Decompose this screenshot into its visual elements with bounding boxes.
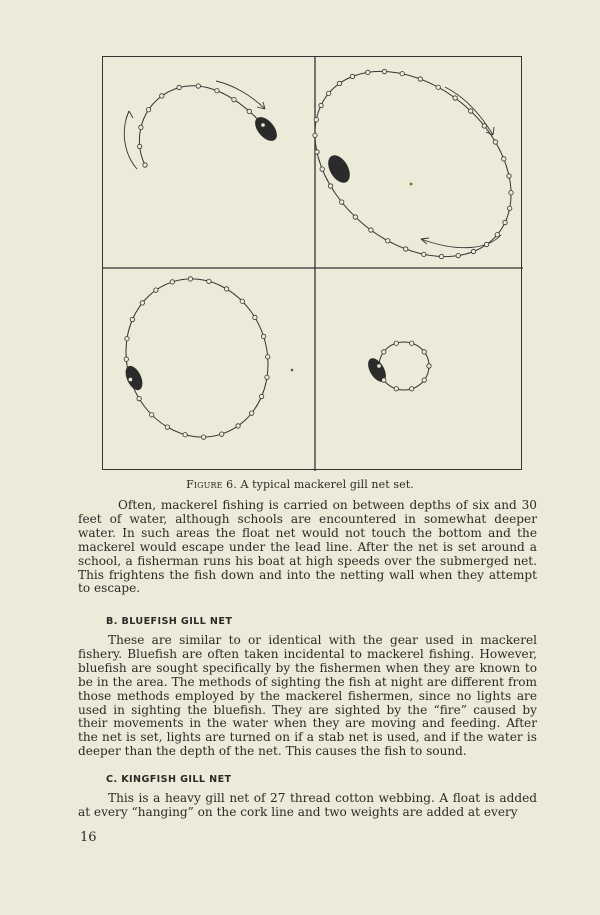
float-marker (130, 317, 134, 321)
stage-1-net-arc (124, 81, 281, 169)
float-marker (422, 378, 426, 382)
float-marker (337, 81, 341, 85)
float-marker (319, 103, 323, 107)
float-marker (456, 253, 460, 257)
cork-floats (124, 69, 513, 439)
float-marker (382, 378, 386, 382)
float-marker (250, 411, 254, 415)
float-marker (183, 433, 187, 437)
float-marker (503, 220, 507, 224)
float-marker (350, 74, 354, 78)
float-marker (377, 364, 381, 368)
float-marker (253, 315, 257, 319)
paragraph-kingfish: This is a heavy gill net of 27 thread cotton webbing. A float is added at every “hanging” on the cork line and two weights are added at every (78, 791, 537, 819)
float-marker (314, 118, 318, 122)
float-marker (422, 350, 426, 354)
float-marker (170, 280, 174, 284)
float-marker (410, 387, 414, 391)
float-marker (482, 124, 486, 128)
float-marker (493, 140, 497, 144)
page-number: 16 (80, 830, 97, 845)
float-marker (328, 184, 332, 188)
float-marker (382, 69, 386, 73)
float-marker (418, 77, 422, 81)
float-marker (138, 144, 142, 148)
float-marker (201, 435, 205, 439)
gill-net-diagram-svg (103, 57, 523, 471)
float-marker (265, 375, 269, 379)
figure-caption-text: A typical mackerel gill net set. (240, 478, 414, 491)
float-marker (137, 396, 141, 400)
figure-6-diagram (102, 56, 522, 470)
figure-caption (0, 478, 600, 491)
paragraph-mackerel-depth: Often, mackerel fishing is carried on between depths of six and 30 feet of water, although schools are encountered in somewhat deeper water. In such areas the float net would not touch the bottom and the mackerel would escape under the lead line. After the net is set around a school, a fisherman runs his boat at high speeds over the submerged net. This frightens the fish down and into the netting wall when they attempt to escape. (78, 498, 537, 596)
float-marker (125, 337, 129, 341)
stage-4-net-tightened (364, 342, 429, 390)
float-marker (427, 364, 431, 368)
float-marker (495, 233, 499, 237)
float-marker (247, 109, 251, 113)
float-marker (386, 239, 390, 243)
float-marker (165, 425, 169, 429)
float-marker (366, 70, 370, 74)
float-marker (232, 97, 236, 101)
boat-icon (122, 363, 146, 392)
float-marker (139, 125, 143, 129)
float-marker (394, 387, 398, 391)
float-marker (143, 163, 147, 167)
float-marker (259, 394, 263, 398)
float-marker (394, 341, 398, 345)
float-marker (215, 89, 219, 93)
float-marker (315, 150, 319, 154)
stage-3-net-circle (106, 260, 294, 455)
boat-icon (251, 113, 281, 145)
float-marker (224, 287, 228, 291)
float-marker (146, 108, 150, 112)
float-marker (177, 85, 181, 89)
float-marker (439, 254, 443, 258)
float-marker (207, 279, 211, 283)
figure-label: Figure 6. (186, 478, 237, 491)
float-marker (353, 215, 357, 219)
float-marker (320, 167, 324, 171)
float-marker (261, 123, 265, 127)
float-marker (240, 299, 244, 303)
float-marker (369, 228, 373, 232)
float-marker (404, 247, 408, 251)
float-marker (154, 288, 158, 292)
heading-bluefish-gill-net: B. BLUEFISH GILL NET (106, 616, 233, 627)
float-marker (400, 72, 404, 76)
float-marker (471, 249, 475, 253)
float-marker (128, 377, 132, 381)
float-marker (220, 432, 224, 436)
float-marker (484, 242, 488, 246)
float-marker (236, 424, 240, 428)
float-marker (150, 413, 154, 417)
float-marker (410, 341, 414, 345)
float-marker (509, 191, 513, 195)
float-marker (266, 355, 270, 359)
heading-kingfish-gill-net: C. KINGFISH GILL NET (106, 774, 232, 785)
float-marker (261, 334, 265, 338)
float-marker (382, 350, 386, 354)
paragraph-bluefish: These are similar to or identical with the gear used in mackerel fishery. Bluefish are often taken incidental to mackerel fishing. However, bluefish are sought specifically by the fishermen when they are known to be in the area. The methods of sighting the fish at night are different from those methods employed by the mackerel fishermen, since no lights are used in sighting the bluefish. They are sighted by the “fire” caused by their movements in the water when they are moving and feeding. After the net is set, lights are turned on if a stab net is used, and if the water is deeper than the depth of the net. This causes the fish to sound. (78, 633, 537, 759)
float-marker (436, 85, 440, 89)
float-marker (469, 109, 473, 113)
float-marker (124, 357, 128, 361)
float-marker (508, 206, 512, 210)
float-marker (188, 277, 192, 281)
float-marker (507, 174, 511, 178)
float-marker (502, 157, 506, 161)
float-marker (313, 133, 317, 137)
float-marker (327, 91, 331, 95)
float-marker (340, 200, 344, 204)
float-marker (140, 301, 144, 305)
float-marker (453, 96, 457, 100)
float-marker (422, 252, 426, 256)
float-marker (196, 84, 200, 88)
float-marker (160, 94, 164, 98)
